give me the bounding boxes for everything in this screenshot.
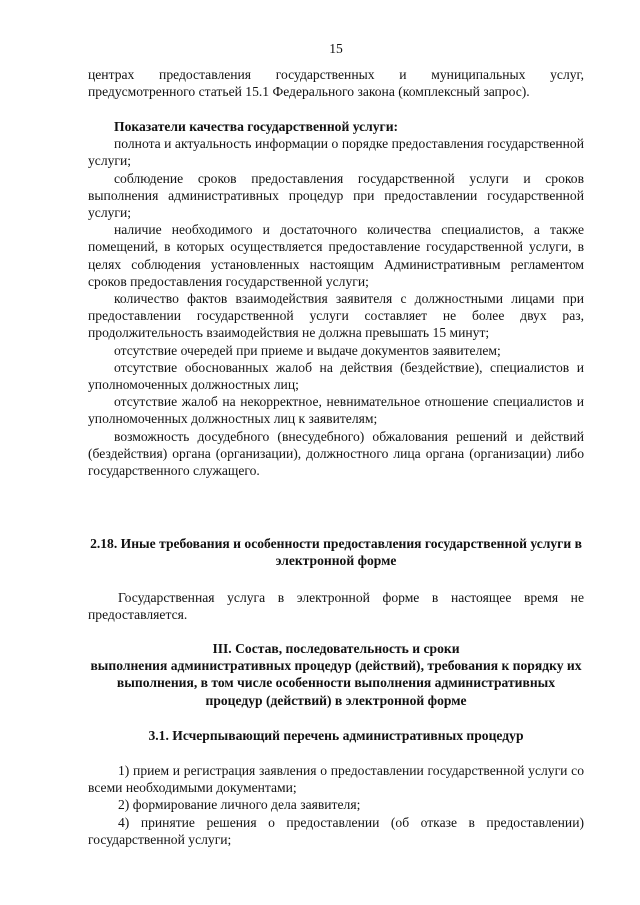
intro-text: центрах предоставления государственных и муниципальных услуг, предусмотренного статьей 15.1 Федерального закона (комплексный запрос).: [88, 67, 584, 100]
section-3-heading: III. Состав, последовательность и сроки: [212, 641, 460, 656]
intro-paragraph: [88, 66, 584, 100]
quality-item: отсутствие жалоб на некорректное, невнимательное отношение специалистов и уполномоченных должностных лиц к заявителям;: [88, 394, 584, 427]
section-2-18-heading: 2.18. Иные требования и особенности предоставления государственной услуги в электронной форме: [90, 536, 582, 569]
quality-item: количество фактов взаимодействия заявителя с должностными лицами при предоставлении государственной услуги составляет не более двух раз, продолжительность взаимодействия не должна превышать 15 минут;: [88, 291, 584, 341]
quality-item: соблюдение сроков предоставления государственной услуги и сроков выполнения административных процедур при предоставлении государственной услуги;: [88, 170, 584, 221]
quality-item: наличие необходимого и достаточного количества специалистов, а также помещений, в которых осуществляется предоставление государственной услуги, в целях соблюдения установленных настоящим Административным регламентом сроков предоставления государственной услуги;: [88, 222, 584, 289]
quality-section: [88, 118, 584, 479]
section-3-heading-continued: выполнения административных процедур (действий), требования к порядку их выполнения, в том числе особенности выполнения административных процедур (действий) в электронной форме: [90, 658, 582, 708]
section-3: [88, 640, 584, 709]
page-number: 15: [329, 41, 343, 56]
quality-item: отсутствие обоснованных жалоб на действия (бездействие), специалистов и уполномоченных должностных лиц;: [88, 359, 584, 393]
procedure-item: 1) прием и регистрация заявления о предоставлении государственной услуги со всеми необходимыми документами;: [88, 763, 584, 796]
procedure-item: 4) принятие решения о предоставлении (об отказе в предоставлении) государственной услуги;: [88, 814, 584, 847]
document-page: [88, 0, 584, 905]
section-3-1-heading: 3.1. Исчерпывающий перечень административных процедур: [148, 728, 524, 743]
quality-item: полнота и актуальность информации о порядке предоставления государственной услуги;: [88, 136, 584, 169]
quality-heading: Показатели качества государственной услуги:: [114, 119, 399, 134]
procedure-item: 2) формирование личного дела заявителя;: [118, 797, 361, 813]
section-2-18-text: Государственная услуга в электронной форме в настоящее время не предоставляется.: [88, 590, 584, 623]
quality-item: возможность досудебного (внесудебного) обжалования решений и действий (бездействия) органа (организации), должностного лица органа (организации) либо государственного служащего.: [88, 428, 584, 479]
section-2-18: [88, 535, 584, 569]
procedures-list: [88, 762, 584, 848]
section-2-18-body: [88, 589, 584, 623]
quality-item: отсутствие очередей при приеме и выдаче документов заявителем;: [114, 342, 501, 358]
section-3-1: [88, 727, 584, 744]
